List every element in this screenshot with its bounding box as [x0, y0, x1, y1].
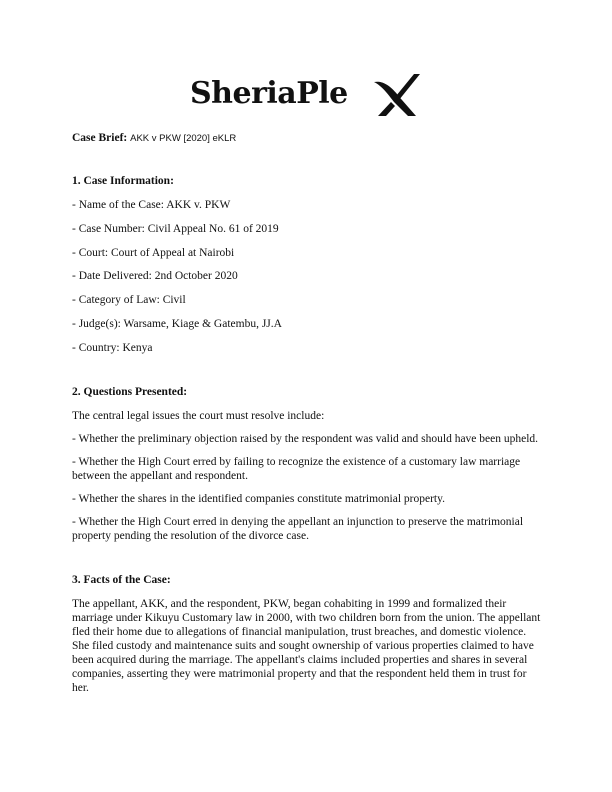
info-item-court: - Court: Court of Appeal at Nairobi	[72, 246, 235, 259]
section-heading: 1. Case Information:	[72, 175, 174, 187]
logo-wordmark: SheriaPle	[190, 76, 348, 111]
sheriaplex-logo	[190, 70, 422, 122]
case-brief-label: Case Brief:	[72, 132, 128, 144]
section-heading: 3. Facts of the Case:	[72, 573, 171, 586]
facts-body: The appellant, AKK, and the respondent, PKW, began cohabiting in 1999 and formalized their marriage under Kikuyu Customary law in 2000, with two children born from the union. The appellant fled their home due to allegations of financial manipulation, trust breaches, and domestic violence. She filed custody and maintenance suits and sought ownership of various properties claimed to have been acquired during the marriage. The appellant's claims included properties and shares in several companies, asserting they were matrimonial property and that the respondent held them in trust for her.	[72, 597, 541, 694]
question-item: - Whether the High Court erred by failing to recognize the existence of a customary law marriage between the appellant and respondent.	[72, 455, 521, 482]
info-item-country: - Country: Kenya	[72, 341, 153, 354]
info-item-judges: - Judge(s): Warsame, Kiage & Gatembu, JJ.A	[72, 317, 282, 330]
questions-intro: The central legal issues the court must resolve include:	[72, 409, 325, 422]
info-item-name: - Name of the Case: AKK v. PKW	[72, 199, 231, 211]
info-item-case-number: - Case Number: Civil Appeal No. 61 of 2019	[72, 222, 279, 235]
question-item: - Whether the preliminary objection raised by the respondent was valid and should have been upheld.	[72, 432, 539, 445]
section-questions-presented	[72, 385, 544, 543]
section-heading: 2. Questions Presented:	[72, 385, 188, 398]
section-case-information	[72, 174, 544, 355]
info-item-category: - Category of Law: Civil	[72, 294, 186, 307]
question-item: - Whether the High Court erred in denying the appellant an injunction to preserve the matrimonial property pending the resolution of the divorce case.	[72, 515, 524, 542]
section-facts	[72, 573, 544, 695]
case-brief-value: AKK v PKW [2020] eKLR	[130, 133, 237, 144]
question-item: - Whether the shares in the identified companies constitute matrimonial property.	[72, 492, 445, 505]
case-brief-line	[72, 131, 236, 146]
brief-content	[72, 174, 544, 725]
logo-x-mark-icon	[372, 72, 422, 118]
info-item-date: - Date Delivered: 2nd October 2020	[72, 270, 238, 283]
